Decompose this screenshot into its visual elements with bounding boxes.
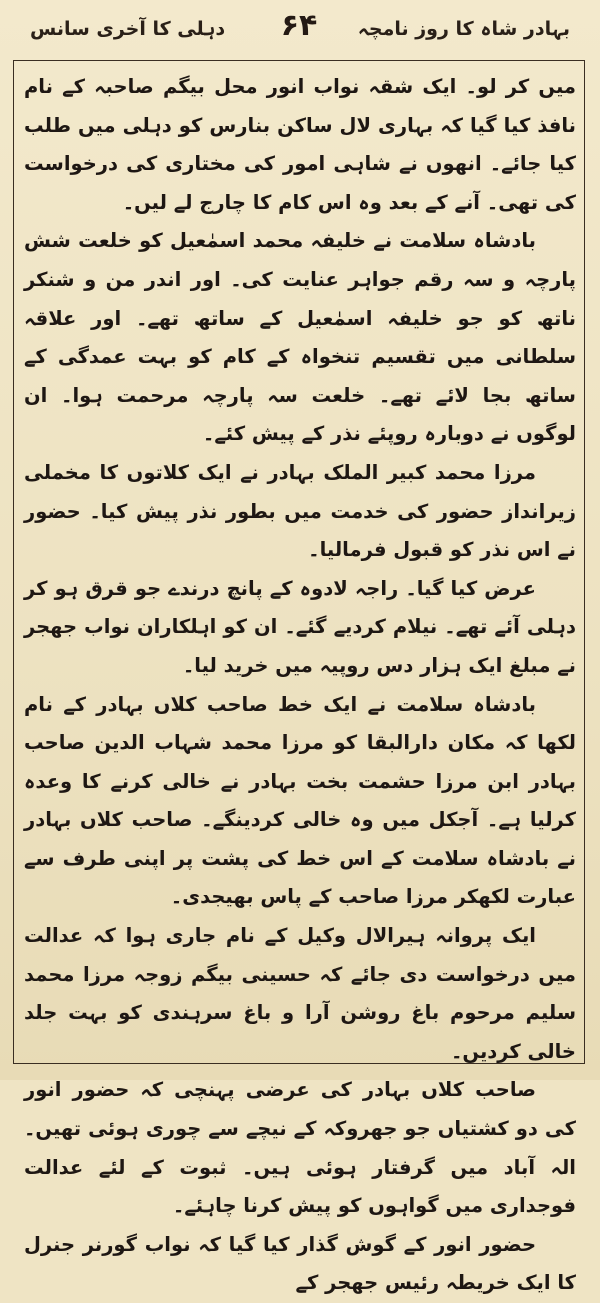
book-title-header: بہادر شاہ کا روز نامچہ bbox=[357, 18, 570, 40]
running-header bbox=[0, 6, 600, 58]
paragraph-4: عرض کیا گیا۔ راجہ لادوہ کے پانچ درندے جو قرق ہو کر دہلی آئے تھے۔ نیلام کردیے گئے۔ ان کو اہلکاران نواب جھجر نے مبلغ ایک ہزار دس روپیہ میں خرید لیا۔ bbox=[24, 576, 576, 677]
paragraph-3: مرزا محمد کبیر الملک بہادر نے ایک کلاتوں کا مخملی زیرانداز حضور کی خدمت میں بطور نذر پیش کیا۔ حضور نے اس نذر کو قبول فرمالیا۔ bbox=[24, 460, 576, 562]
paragraph-6: ایک پروانہ ہیرالال وکیل کے نام جاری ہوا کہ عدالت میں درخواست دی جائے کہ حسینی بیگم زوجہ مرزا محمد سلیم مرحوم باغ روشن آرا و باغ سرہندی کو بہت جلد خالی کردیں۔ bbox=[24, 924, 576, 1063]
subtitle-header: دہلی کا آخری سانس bbox=[30, 18, 226, 40]
paragraph-7: صاحب کلاں بہادر کی عرضی پہنچی کہ حضور انور کی دو کشتیاں جو جھروکہ کے نیچے سے چوری ہوئی تھیں۔ الہ آباد میں گرفتار ہوئی ہیں۔ ثبوت کے لئے عدالت فوجداری میں گواہوں کو پیش کرنا چاہئے۔ bbox=[24, 1078, 576, 1218]
paragraph-2: بادشاہ سلامت نے خلیفہ محمد اسمٰعیل کو خلعت شش پارچہ و سہ رقم جواہر عنایت کی۔ اور اندر من و شنکر ناتھ کو جو خلیفہ اسمٰعیل کے ساتھ تھے۔ اور علاقہ سلطانی میں تقسیم تنخواہ کے کام کو بہت عمدگی کے ساتھ بجا لائے تھے۔ خلعت سہ پارچہ مرحمت ہوا۔ ان لوگوں نے دوبارہ روپئے نذر کے پیش کئے۔ bbox=[24, 229, 576, 446]
paragraph-5: بادشاہ سلامت نے ایک خط صاحب کلاں بہادر کے نام لکھا کہ مکان دارالبقا کو مرزا محمد شہاب الدین صاحب بہادر ابن مرزا حشمت بخت بہادر نے خالی کرنے کا وعدہ کرلیا ہے۔ آجکل میں وہ خالی کردینگے۔ صاحب کلاں بہادر نے بادشاہ سلامت کے اس خط کی پشت پر اپنی طرف سے عبارت لکھکر مرزا صاحب کے پاس بھیجدی۔ bbox=[24, 692, 576, 909]
page-body bbox=[24, 68, 576, 1303]
page-number: ۶۴ bbox=[280, 8, 318, 43]
paragraph-8: حضور انور کے گوش گذار کیا گیا کہ نواب گورنر جنرل کا ایک خریطہ رئیس جھجر کے bbox=[24, 1232, 576, 1295]
paragraph-1: میں کر لو۔ ایک شقہ نواب انور محل بیگم صاحبہ کے نام نافذ کیا گیا کہ بہاری لال ساکن بنارس کو دہلی میں طلب کیا جائے۔ انھوں نے شاہی امور کی مختاری کی درخواست کی تھی۔ آنے کے بعد وہ اس کام کا چارج لے لیں۔ bbox=[24, 75, 576, 214]
